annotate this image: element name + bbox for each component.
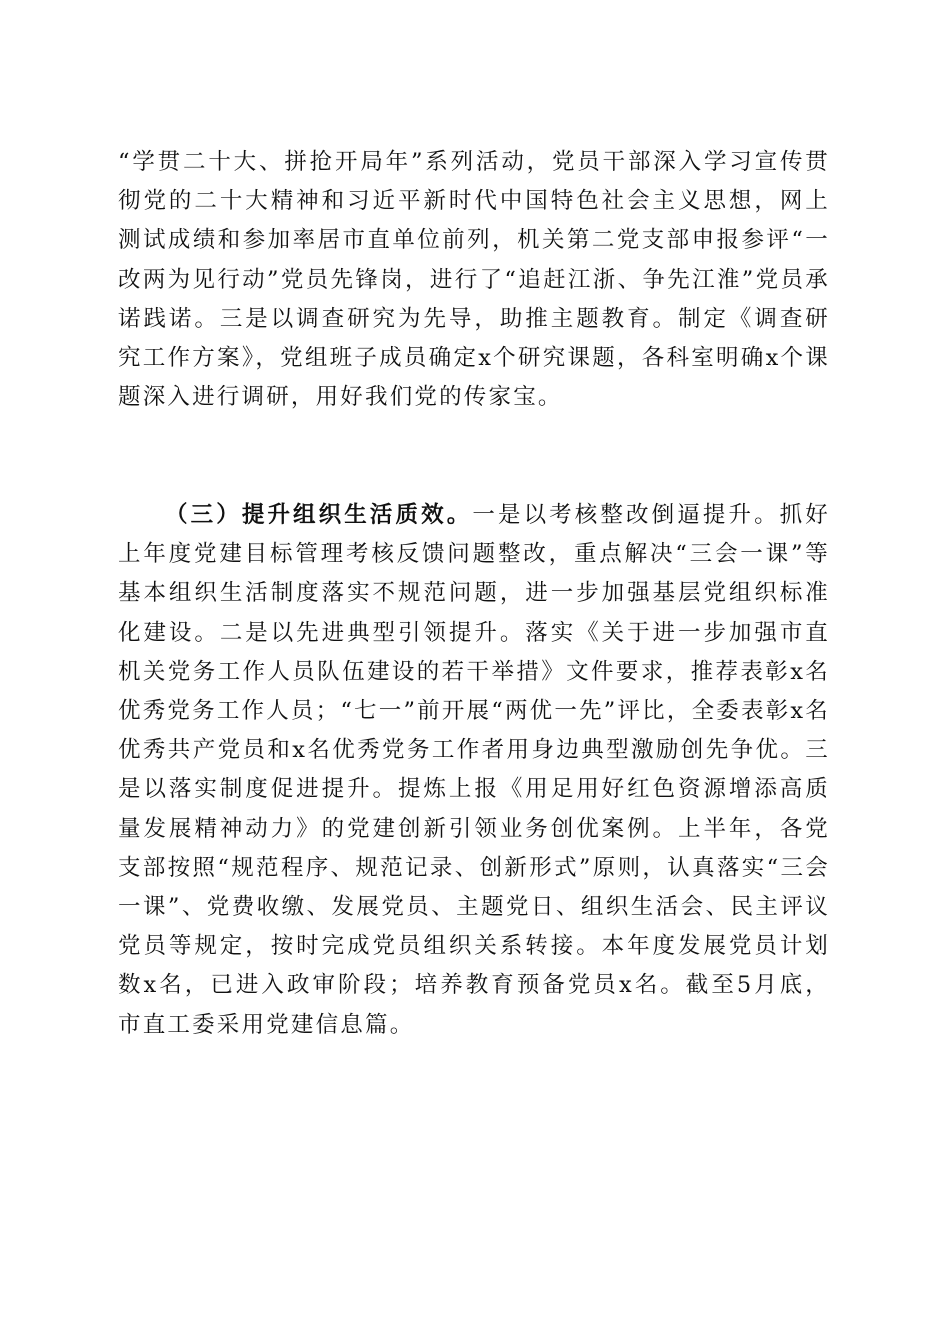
section-heading: （三）提升组织生活质效。: [165, 502, 473, 528]
section-paragraph: [118, 496, 830, 1045]
section-body-text: 一是以考核整改倒逼提升。抓好上年度党建目标管理考核反馈问题整改，重点解决“三会一课”等基本组织生活制度落实不规范问题，进一步加强基层党组织标准化建设。二是以先进典型引领提升。落实《关于进一步加强市直机关党务工作人员队伍建设的若干举措》文件要求，推荐表彰x名优秀党务工作人员；“七一”前开展“两优一先”评比，全委表彰x名优秀共产党员和x名优秀党务工作者用身边典型激励创先争优。三是以落实制度促进提升。提炼上报《用足用好红色资源增添高质量发展精神动力》的党建创新引领业务创优案例。上半年，各党支部按照“规范程序、规范记录、创新形式”原则，认真落实“三会一课”、党费收缴、发展党员、主题党日、组织生活会、民主评议党员等规定，按时完成党员组织关系转接。本年度发展党员计划数x名，已进入政审阶段；培养教育预备党员x名。截至5月底，市直工委采用党建信息篇。: [118, 502, 830, 1038]
body-paragraph: “学贯二十大、拼抢开局年”系列活动，党员干部深入学习宣传贯彻党的二十大精神和习近平新时代中国特色社会主义思想，网上测试成绩和参加率居市直单位前列，机关第二党支部申报参评“一改两为见行动”党员先锋岗，进行了“追赶江浙、争先江淮”党员承诺践诺。三是以调查研究为先导，助推主题教育。制定《调查研究工作方案》，党组班子成员确定x个研究课题，各科室明确x个课题深入进行调研，用好我们党的传家宝。: [118, 149, 830, 411]
